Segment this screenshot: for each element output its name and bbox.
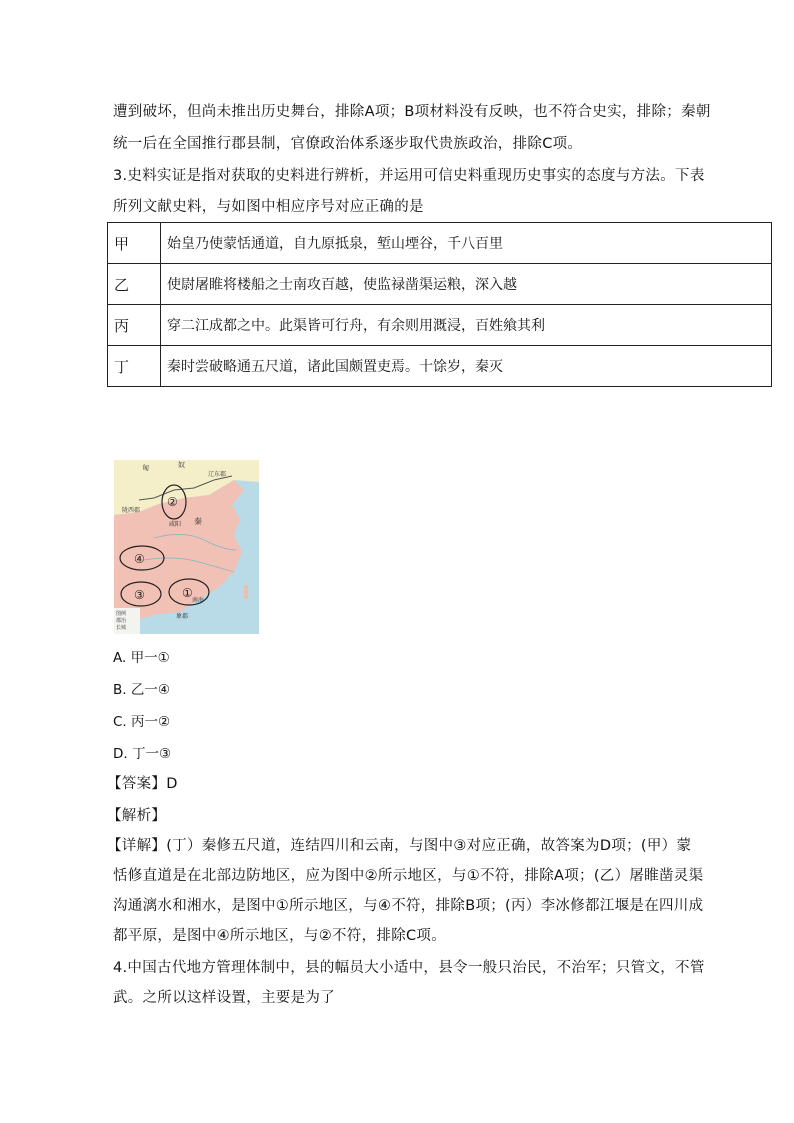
map-marker: ②: [167, 495, 178, 509]
map-label: 咸阳: [169, 521, 182, 528]
detail-line: 【详解】(丁）秦修五尺道，连结四川和云南，与图中③对应正确，故答案为D项；(甲）蒙: [107, 838, 692, 854]
row-key: 甲: [108, 223, 161, 264]
row-text: 穿二江成都之中。此渠皆可行舟，有余则用溉浸，百姓飨其利: [161, 305, 772, 346]
map-marker: ④: [134, 552, 145, 566]
row-text: 使尉屠睢将楼船之士南攻百越，使监禄凿渠运粮，深入越: [161, 264, 772, 305]
map-label: 南海: [192, 597, 205, 604]
paragraph-line: 遭到破坏，但尚未推出历史舞台，排除A项；B项材料没有反映，也不符合史实，排除；秦朝: [113, 104, 711, 120]
table-row: [108, 305, 772, 346]
map-marker: ③: [134, 588, 145, 602]
map-label: 陇西郡: [122, 507, 141, 514]
paragraph-line: 统一后在全国推行郡县制，官僚政治体系逐步取代贵族政治，排除C项。: [113, 136, 583, 152]
question-3-line: 3.史料实证是指对获取的史料进行辨析，并运用可信史料重现历史事实的态度与方法。下表: [113, 168, 705, 184]
question-4-line: 武。之所以这样设置，主要是为了: [113, 990, 335, 1006]
row-text: 秦时尝破略通五尺道，诸此国颇置吏焉。十馀岁，秦灭: [161, 346, 772, 387]
detail-line: 沟通漓水和湘水，是图中①所示地区，与④不符，排除B项；(丙）李冰修都江堰是在四川成: [113, 898, 704, 914]
table-row: [108, 346, 772, 387]
row-key: 丁: [108, 346, 161, 387]
row-key: 乙: [108, 264, 161, 305]
map-legend-item: 长城: [116, 625, 127, 631]
qin-map: [114, 460, 259, 634]
question-3-line: 所列文献史料，与如图中相应序号对应正确的是: [113, 199, 424, 215]
map-label: 辽东郡: [208, 471, 227, 478]
map-legend-item: 郡治: [116, 618, 127, 624]
map-marker: ①: [182, 586, 193, 600]
detail-line: 恬修直道是在北部边防地区，应为图中②所示地区，与①不符，排除A项；(乙）屠睢凿灵渠: [113, 868, 704, 884]
option-c: C. 丙一②: [113, 714, 171, 730]
row-key: 丙: [108, 305, 161, 346]
map-legend-item: 图例: [116, 611, 127, 617]
detail-line: 都平原，是图中④所示地区，与②不符，排除C项。: [113, 928, 447, 944]
table-row: [108, 223, 772, 264]
option-d: D. 丁一③: [113, 746, 172, 762]
option-b: B. 乙一④: [113, 682, 170, 698]
map-label: 匈: [142, 464, 149, 472]
option-a: A. 甲一①: [113, 650, 170, 666]
source-table: [107, 222, 772, 387]
analysis-heading: 【解析】: [107, 808, 167, 824]
map-label: 秦: [194, 517, 202, 526]
map-label: 象郡: [176, 613, 189, 620]
map-island: [244, 585, 248, 599]
table-row: [108, 264, 772, 305]
answer-line: 【答案】D: [107, 776, 178, 792]
question-4-line: 4.中国古代地方管理体制中，县的幅员大小适中，县令一般只治民，不治军；只管文，不管: [113, 960, 705, 976]
map-label: 奴: [178, 461, 185, 469]
row-text: 始皇乃使蒙恬通道，自九原抵泉，堑山堙谷，千八百里: [161, 223, 772, 264]
